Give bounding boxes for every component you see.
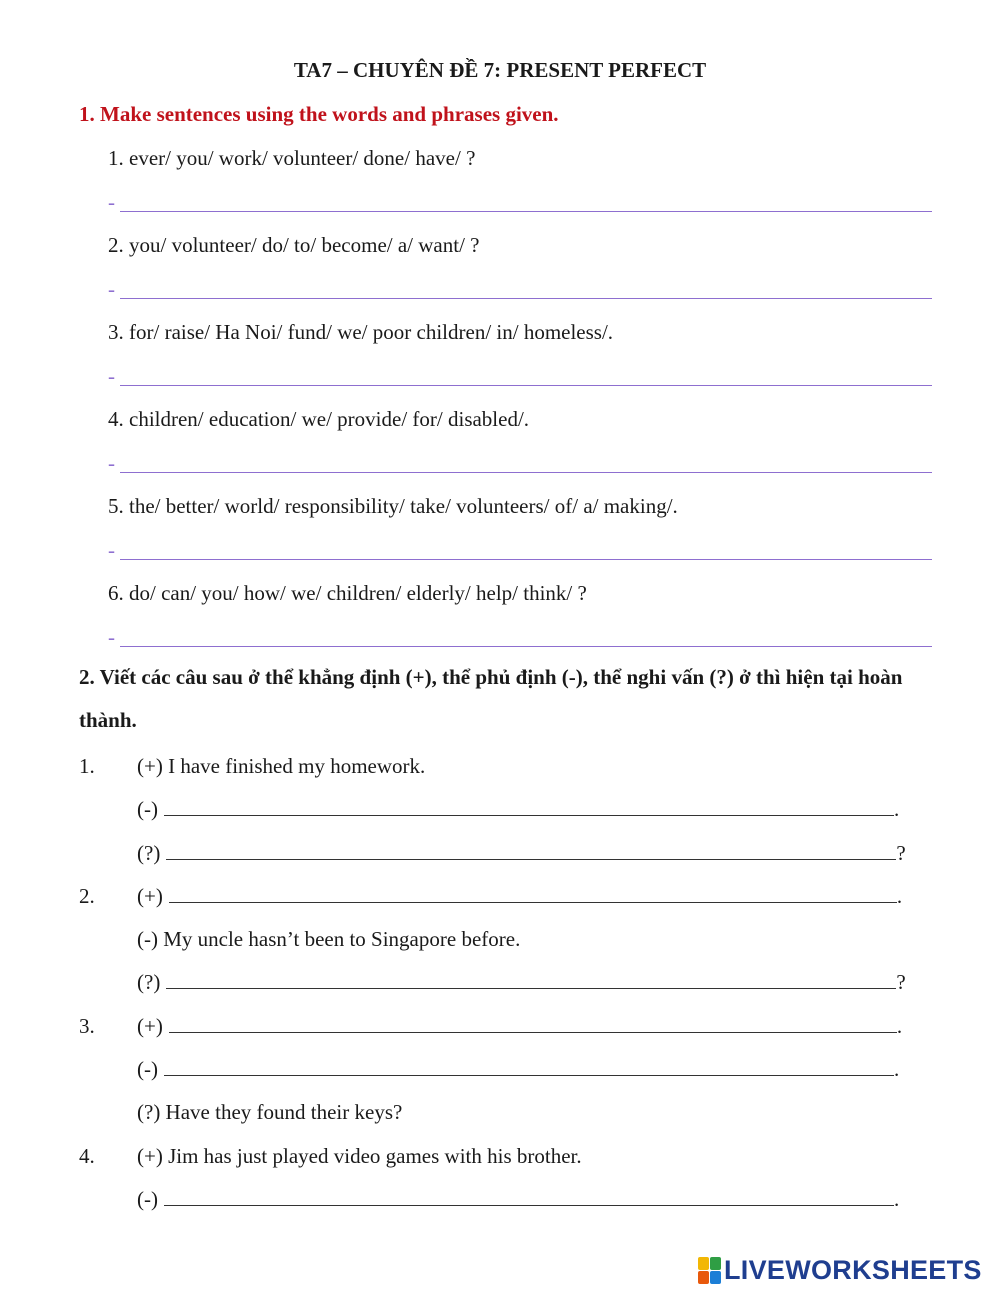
logo-cube [710, 1257, 721, 1270]
liveworksheets-logo [698, 1254, 982, 1286]
sentence-row[interactable] [137, 1014, 902, 1040]
sentence-row [137, 1144, 582, 1170]
row-label: (-) [137, 1057, 158, 1081]
logo-cubes-icon [698, 1257, 720, 1283]
question-6: 6. do/ can/ you/ how/ we/ children/ elderly/ help/ think/ ? [108, 581, 587, 605]
answer-blank[interactable] [166, 970, 896, 989]
answer-line-2[interactable] [108, 277, 932, 303]
question-4: 4. children/ education/ we/ provide/ for/ disabled/. [108, 407, 530, 431]
answer-blank[interactable] [169, 1014, 897, 1033]
question-1: 1. ever/ you/ work/ volunteer/ done/ have/ ? [108, 146, 476, 170]
answer-line-1[interactable] [108, 190, 932, 216]
answer-underline [120, 298, 932, 299]
answer-line-6[interactable] [108, 625, 932, 651]
row-end-mark: . [896, 1014, 903, 1038]
row-label: (+) [137, 1014, 163, 1038]
section-2-heading: 2. Viết các câu sau ở thể khẳng định (+), thể phủ định (-), thể nghi vấn (?) ở thì hiện tại hoàn thành. [79, 665, 903, 732]
worksheet-title: TA7 – CHUYÊN ĐỀ 7: PRESENT PERFECT [293, 58, 707, 82]
logo-cube [698, 1257, 709, 1270]
answer-blank[interactable] [164, 797, 894, 816]
item-number-3: 3. [79, 1014, 95, 1038]
row-end-mark: ? [896, 841, 906, 865]
row-label: (?) [137, 970, 161, 994]
row-label: (-) [137, 1187, 158, 1211]
answer-dash: - [108, 625, 115, 649]
answer-line-4[interactable] [108, 451, 932, 477]
row-label: (-) My uncle hasn’t been to Singapore before. [137, 927, 521, 951]
row-end-mark: ? [896, 970, 906, 994]
question-5: 5. the/ better/ world/ responsibility/ take/ volunteers/ of/ a/ making/. [108, 494, 678, 518]
row-label: (?) [137, 841, 161, 865]
item-number-1: 1. [79, 754, 95, 778]
answer-dash: - [108, 364, 115, 388]
sentence-row[interactable] [137, 841, 906, 867]
row-end-mark: . [893, 1057, 900, 1081]
question-2: 2. you/ volunteer/ do/ to/ become/ a/ want/ ? [108, 233, 480, 257]
row-label: (+) [137, 884, 163, 908]
sentence-row[interactable] [137, 884, 902, 910]
row-end-mark: . [896, 884, 903, 908]
logo-cube [710, 1271, 721, 1284]
answer-underline [120, 472, 932, 473]
answer-blank[interactable] [164, 1057, 894, 1076]
row-label: (+) I have finished my homework. [137, 754, 426, 778]
answer-dash: - [108, 451, 115, 475]
sentence-row [137, 1100, 402, 1126]
answer-underline [120, 559, 932, 560]
item-number-2: 2. [79, 884, 95, 908]
answer-dash: - [108, 277, 115, 301]
row-end-mark: . [893, 797, 900, 821]
answer-underline [120, 385, 932, 386]
answer-line-5[interactable] [108, 538, 932, 564]
answer-dash: - [108, 538, 115, 562]
answer-blank[interactable] [169, 884, 897, 903]
logo-text: LIVEWORKSHEETS [724, 1254, 982, 1285]
sentence-row[interactable] [137, 970, 906, 996]
row-label: (?) Have they found their keys? [137, 1100, 403, 1124]
item-number-4: 4. [79, 1144, 95, 1168]
answer-blank[interactable] [164, 1187, 894, 1206]
row-end-mark: . [893, 1187, 900, 1211]
answer-blank[interactable] [166, 841, 896, 860]
row-label: (+) Jim has just played video games with his brother. [137, 1144, 582, 1168]
sentence-row[interactable] [137, 797, 899, 823]
section-1-heading: 1. Make sentences using the words and phrases given. [79, 102, 559, 126]
question-3: 3. for/ raise/ Ha Noi/ fund/ we/ poor children/ in/ homeless/. [108, 320, 614, 344]
row-label: (-) [137, 797, 158, 821]
sentence-row[interactable] [137, 1187, 899, 1213]
answer-line-3[interactable] [108, 364, 932, 390]
answer-underline [120, 646, 932, 647]
logo-cube [698, 1271, 709, 1284]
sentence-row [137, 927, 520, 953]
answer-underline [120, 211, 932, 212]
answer-dash: - [108, 190, 115, 214]
sentence-row [137, 754, 425, 780]
sentence-row[interactable] [137, 1057, 899, 1083]
